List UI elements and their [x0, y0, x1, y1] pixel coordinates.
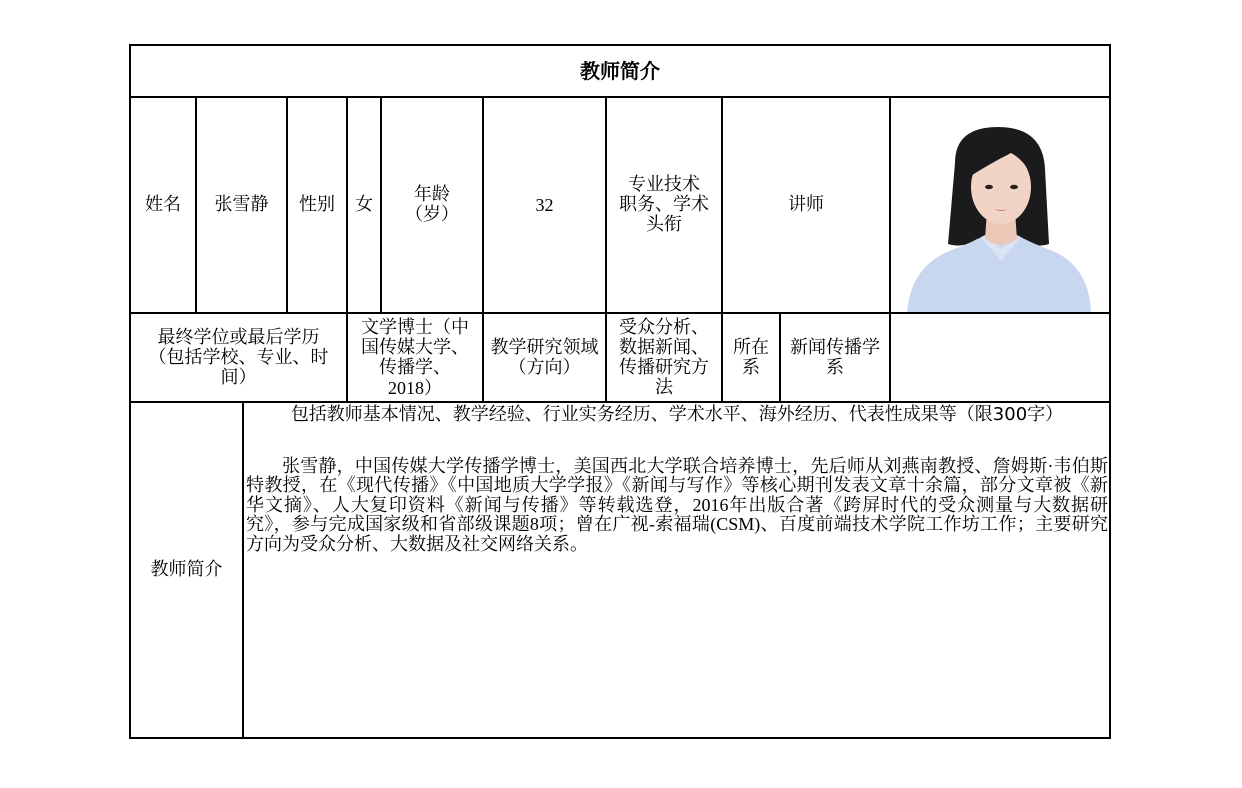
research-label-line2: （方向）	[508, 356, 581, 378]
table-title: 教师简介	[580, 59, 660, 83]
degree-value-line2: 国传媒大学、	[361, 336, 469, 358]
dept-label	[723, 314, 779, 401]
dept-value-line2: 系	[826, 356, 844, 378]
research-value	[607, 314, 721, 401]
dept-value-line1: 新闻传播学	[790, 336, 880, 358]
degree-label	[131, 314, 346, 401]
age-value: 32	[535, 195, 554, 215]
title-label-line2: 职务、学术	[619, 194, 709, 215]
intro-text: 张雪静，中国传媒大学传播学博士，美国西北大学联合培养博士，先后师从刘燕南教授、詹姆斯·韦伯斯特教授，在《现代传播》《中国地质大学学报》《新闻与写作》等核心期刊发表文章十余篇，部分文章被《新华文摘》、人大复印资料《新闻与传播》等转载选登，2016年出版合著《跨屏时代的受众测量与大数据研究》，参与完成国家级和省部级课题8项；曾在广视-索福瑞(CSM)、百度前端技术学院工作坊工作；主要研究方向为受众分析、大数据及社交网络关系。	[246, 455, 1108, 554]
research-value-line2: 数据新闻、	[619, 336, 709, 358]
age-label-line2: （岁）	[405, 204, 459, 225]
degree-value-line3: 传播学、	[379, 356, 451, 378]
border-right	[1109, 44, 1111, 739]
degree-label-line1: 最终学位或最后学历	[157, 326, 320, 348]
degree-label-line3: 间）	[220, 366, 257, 388]
age-label	[382, 98, 482, 312]
degree-value-line1: 文学博士（中	[361, 316, 469, 338]
research-label	[484, 314, 605, 401]
age-label-line1: 年龄	[414, 184, 450, 205]
divider	[242, 401, 244, 739]
research-value-line1: 受众分析、	[619, 316, 709, 338]
border-bottom	[129, 737, 1111, 739]
degree-value-line4: 2018）	[388, 377, 442, 398]
teacher-photo	[893, 99, 1108, 312]
research-value-line4: 法	[655, 376, 673, 398]
title-label	[607, 98, 721, 312]
title-label-line1: 专业技术	[628, 174, 700, 195]
research-label-line1: 教学研究领域	[490, 336, 599, 358]
dept-label-line1: 所在	[733, 336, 769, 358]
name-value: 张雪静	[214, 194, 269, 215]
divider	[889, 96, 891, 403]
intro-header: 包括教师基本情况、教学经验、行业实务经历、学术水平、海外经历、代表性成果等（限300字）	[290, 404, 1064, 425]
research-value-line3: 传播研究方	[619, 356, 709, 378]
degree-label-line2: （包括学校、专业、时	[148, 346, 329, 368]
dept-label-line2: 系	[742, 356, 760, 378]
gender-value: 女	[355, 194, 373, 215]
intro-label: 教师简介	[150, 559, 223, 580]
gender-label: 性别	[299, 194, 335, 215]
intro-content	[246, 403, 1108, 554]
dept-value	[781, 314, 889, 401]
title-label-line3: 头衔	[646, 214, 682, 235]
title-value: 讲师	[788, 194, 824, 215]
degree-value	[348, 314, 482, 401]
name-label: 姓名	[145, 194, 181, 215]
